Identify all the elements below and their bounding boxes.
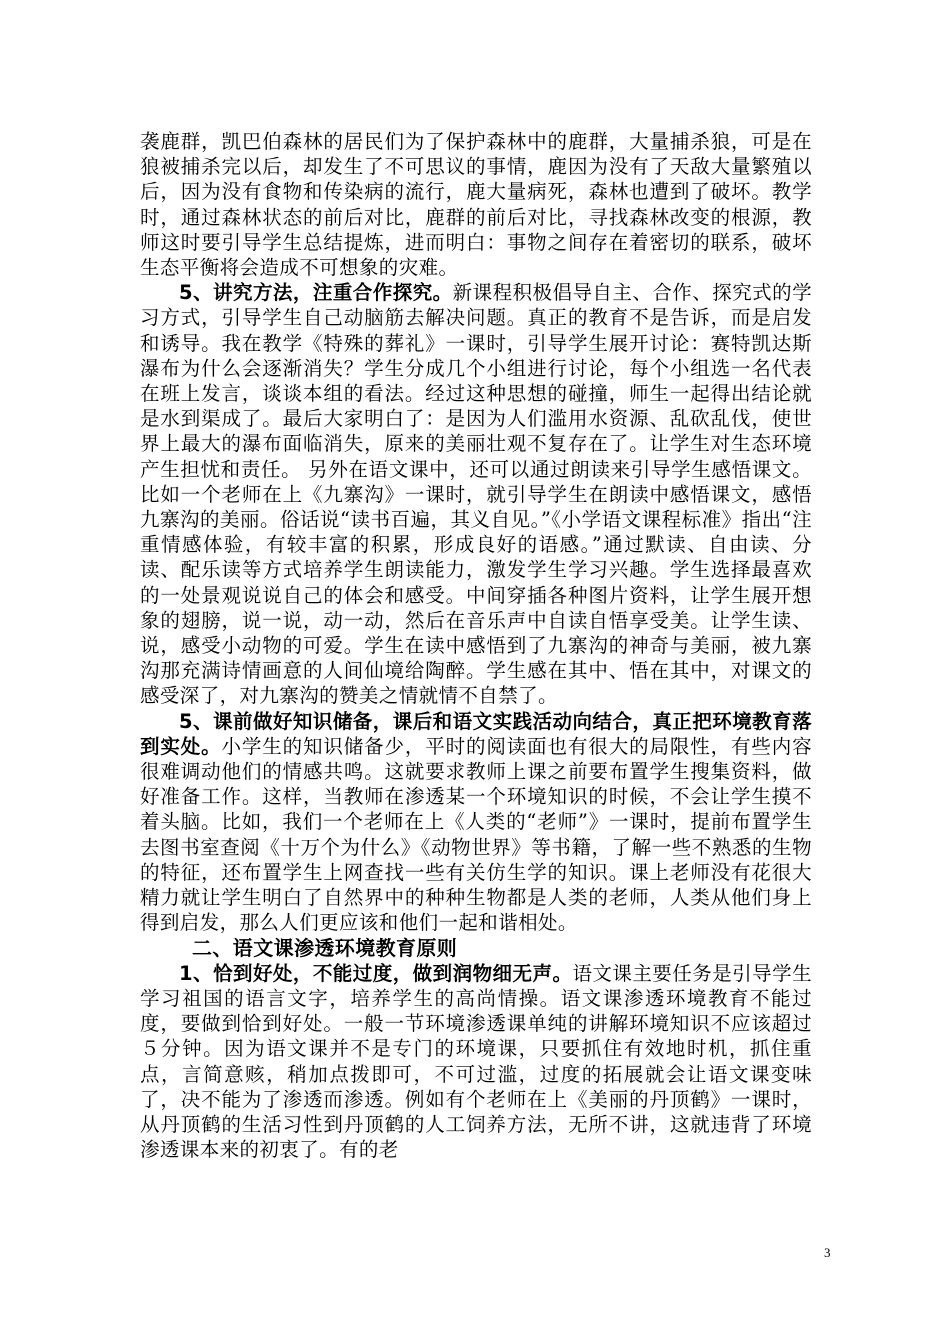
paragraph-lead: 1、恰到好处，不能过度，做到润物细无声。 — [179, 961, 573, 985]
section-heading: 二、语文课渗透环境教育原则 — [192, 935, 458, 960]
paragraph-text: 新课程积极倡导自主、合作、探究式的学习方式，引导学生自己动脑筋去解决问题。真正的教育不是告诉，而是启发和诱导。我在教学《特殊的葬礼》一课时，引导学生展开讨论：赛特凯达斯瀑布为什么会逐渐消失？学生分成几个小组进行讨论，每个小组选一名代表在班上发言，谈谈本组的看法。经过这种思想的碰撞，师生一起得出结论就是水到渠成了。最后大家明白了：是因为人们滥用水资源、乱砍乱伐，使世界上最大的瀑布面临消失，原来的美丽壮观不复存在了。让学生对生态环境产生担忧和责任。 另外在语文课中，还可以通过朗读来引导学生感悟课文。比如一个老师在上《九寨沟》一课时，就引导学生在朗读中感悟课文，感悟九寨沟的美丽。俗话说“读书百遍，其义自见。”《小学语文课程标准》指出“注重情感体验，有较丰富的积累，形成良好的语感。”通过默读、自由读、分读、配乐读等方式培养学生朗读能力，激发学生学习兴趣。学生选择最喜欢的一处景观说说自己的体会和感受。中间穿插各种图片资料，让学生展开想象的翅膀，说一说，动一动，然后在音乐声中自读自悟享受美。让学生读、说，感受小动物的可爱。学生在读中感悟到了九寨沟的神奇与美丽，被九寨沟那充满诗情画意的人间仙境给陶醉。学生感在其中、悟在其中，对课文的感受深了，对九寨沟的赞美之情就情不自禁了。 — [140, 281, 813, 708]
paragraph-text: 语文课主要任务是引导学生学习祖国的语言文字，培养学生的高尚情操。语文课渗透环境教育不能过度，要做到恰到好处。一般一节环境渗透课单纯的讲解环境知识不应该超过５分钟。因为语文课并不是专门的环境课，只要抓住有效地时机，抓住重点，言简意赅，稍加点拨即可，不可过滥，过度的拓展就会让语文课变味了，决不能为了渗透而渗透。例如有个老师在上《美丽的丹顶鹤》一课时，从丹顶鹤的生活习性到丹顶鹤的人工饲养方法，无所不讲，这就违背了环境渗透课本来的初衷了。有的老 — [140, 961, 812, 1162]
body-text — [140, 129, 812, 1162]
page-number: 3 — [824, 1245, 831, 1260]
paragraph-continuation — [140, 129, 812, 280]
paragraph-knowledge-preparation — [140, 709, 812, 936]
paragraph-method-cooperation — [140, 280, 812, 708]
paragraph-lead: 5、课前做好知识储备，课后和语文实践活动向结合，真正把环境教育落到实处。 — [140, 709, 812, 758]
paragraph-lead: 5、讲究方法，注重合作探究。 — [179, 281, 453, 305]
paragraph-text: 袭鹿群，凯巴伯森林的居民们为了保护森林中的鹿群，大量捕杀狼，可是在狼被捕杀完以后，却发生了不可思议的事情，鹿因为没有了天敌大量繁殖以后，因为没有食物和传染病的流行，鹿大量病死，森林也遭到了破坏。教学时，通过森林状态的前后对比，鹿群的前后对比，寻找森林改变的根源，教师这时要引导学生总结提炼，进而明白：事物之间存在着密切的联系，破坏生态平衡将会造成不可想象的灾难。 — [140, 130, 812, 280]
paragraph-principle-one — [140, 961, 812, 1163]
paragraph-text: 小学生的知识储备少，平时的阅读面也有很大的局限性，有些内容很难调动他们的情感共鸣。这就要求教师上课之前要布置学生搜集资料，做好准备工作。这样，当教师在渗透某一个环境知识的时候，不会让学生摸不着头脑。比如，我们一个老师在上《人类的“老师”》一课时，提前布置学生去图书室查阅《十万个为什么》《动物世界》等书籍，了解一些不熟悉的生物的特征，还布置学生上网查找一些有关仿生学的知识。课上老师没有花很大精力就让学生明白了自然界中的种种生物都是人类的老师，人类从他们身上得到启发，那么人们更应该和他们一起和谐相处。 — [140, 734, 812, 935]
